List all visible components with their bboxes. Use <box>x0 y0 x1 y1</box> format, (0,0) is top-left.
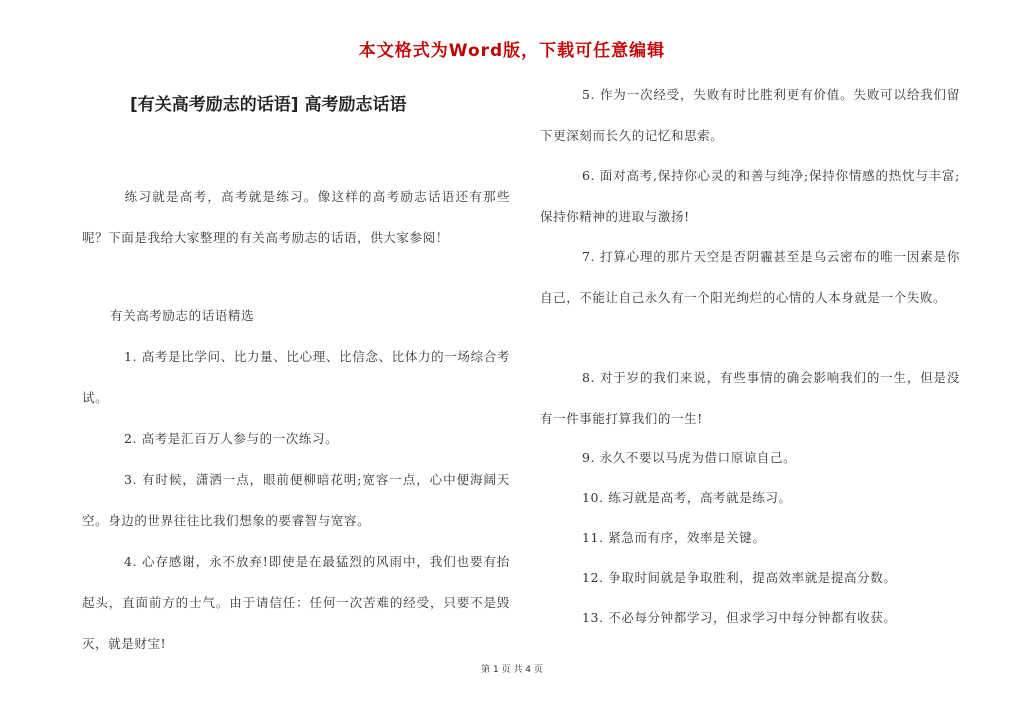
quote-item: 3. 有时候，潇洒一点，眼前便柳暗花明;宽容一点，心中便海阔天空。身边的世界往往比我们想象的要睿智与宽容。 <box>82 472 510 528</box>
intro-paragraph: 练习就是高考，高考就是练习。像这样的高考励志话语还有那些呢？下面是我给大家整理的有关高考励志的话语，供大家参阅！ <box>82 189 510 245</box>
quote-item: 8. 对于岁的我们来说，有些事情的确会影响我们的一生，但是没有一件事能打算我们的一生! <box>540 370 960 426</box>
quote-item: 7. 打算心理的那片天空是否阴霾甚至是乌云密布的唯一因素是你自己，不能让自己永久有一个阳光绚烂的心情的人本身就是一个失败。 <box>540 249 960 305</box>
quote-item: 9. 永久不要以马虎为借口原谅自己。 <box>582 450 797 465</box>
quote-item: 6. 面对高考,保持你心灵的和善与纯净;保持你情感的热忱与丰富;保持你精神的进取与激扬! <box>540 168 960 224</box>
quote-item: 12. 争取时间就是争取胜利，提高效率就是提高分数。 <box>582 570 897 585</box>
quote-item: 5. 作为一次经受，失败有时比胜利更有价值。失败可以给我们留下更深刻而长久的记忆和思索。 <box>540 87 960 143</box>
quote-item: 2. 高考是汇百万人参与的一次练习。 <box>124 431 339 446</box>
quote-item: 13. 不必每分钟都学习，但求学习中每分钟都有收获。 <box>582 610 897 625</box>
quote-item: 4. 心存感谢，永不放弃!即使是在最猛烈的风雨中，我们也要有抬起头，直面前方的士气。由于请信任：任何一次苦难的经受，只要不是毁灭，就是财宝! <box>82 554 510 651</box>
quote-item: 11. 紧急而有序，效率是关键。 <box>582 530 766 545</box>
section-heading: 有关高考励志的话语精选 <box>110 308 255 323</box>
document-title: [有关高考励志的话语] 高考励志话语 <box>130 95 407 115</box>
download-banner: 本文格式为Word版，下载可任意编辑 <box>358 41 666 61</box>
page-number: 第 1 页 共 4 页 <box>481 665 543 675</box>
quote-item: 10. 练习就是高考，高考就是练习。 <box>582 490 792 505</box>
quote-item: 1. 高考是比学问、比力量、比心理、比信念、比体力的一场综合考试。 <box>82 349 510 405</box>
